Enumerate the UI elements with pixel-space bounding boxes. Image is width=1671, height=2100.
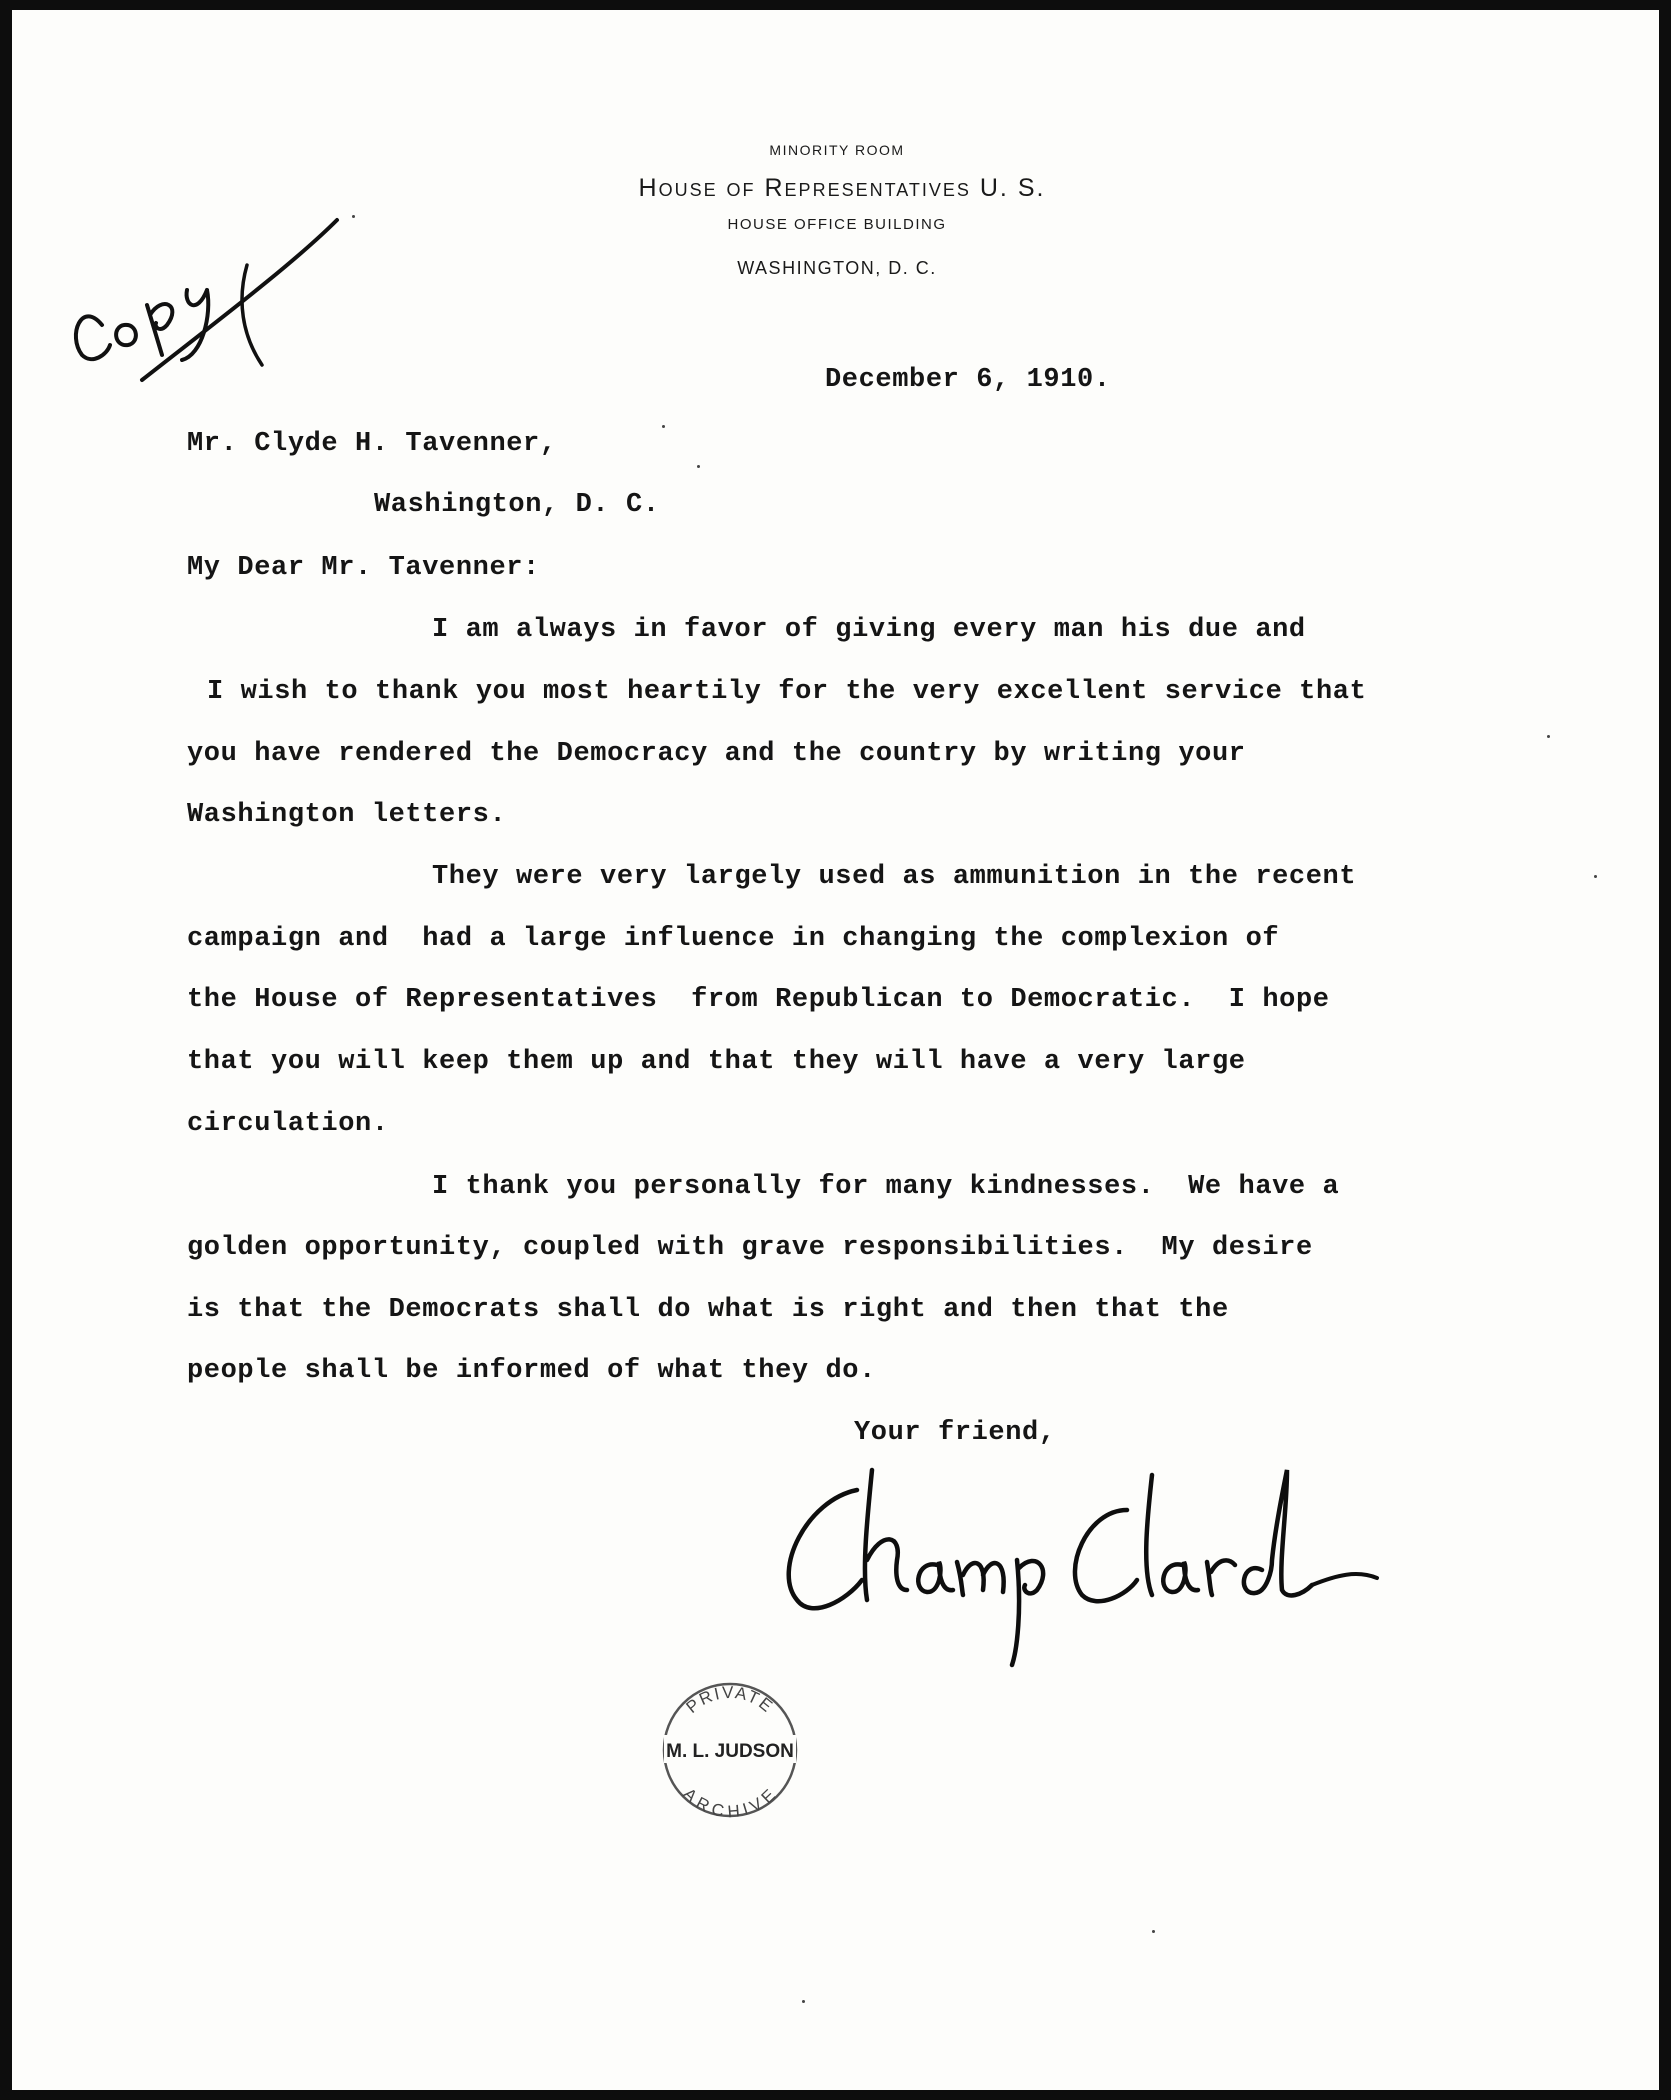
scan-speck (1152, 1930, 1155, 1933)
recipient-name: Mr. Clyde H. Tavenner, (187, 429, 557, 459)
scan-speck (662, 425, 665, 428)
letterhead-institution: House of Representatives U. S. (638, 174, 1046, 202)
closing: Your friend, (854, 1418, 1056, 1448)
body-line: campaign and had a large influence in changing the complexion of (187, 924, 1280, 954)
svg-text:ARCHIVE (680, 1784, 781, 1821)
letterhead-building: HOUSE OFFICE BUILDING (727, 216, 947, 233)
body-line: Washington letters. (187, 800, 507, 830)
handwritten-copy-mark (62, 205, 352, 395)
scan-speck (1594, 875, 1597, 878)
body-line: They were very largely used as ammunition in the recent (432, 862, 1357, 892)
recipient-address: Washington, D. C. (374, 490, 660, 520)
stamp-line-private: PRIVATE (682, 1682, 778, 1717)
salutation: My Dear Mr. Tavenner: (187, 553, 540, 583)
signature-champ-clark (767, 1450, 1417, 1680)
stamp-line-archive: ARCHIVE (679, 1784, 781, 1822)
stamp-line-name: M. L. JUDSON (666, 1741, 794, 1762)
body-line: golden opportunity, coupled with grave responsibilities. My desire (187, 1233, 1313, 1263)
scan-speck (1547, 735, 1550, 738)
archive-stamp (650, 1675, 810, 1825)
body-line: is that the Democrats shall do what is right and then that the (187, 1295, 1229, 1325)
letter-page (12, 10, 1659, 2090)
body-line: circulation. (187, 1109, 389, 1139)
letterhead-minority-room: MINORITY ROOM (769, 142, 905, 158)
letter-date: December 6, 1910. (825, 365, 1111, 395)
body-line: I wish to thank you most heartily for the very excellent service that (207, 677, 1367, 707)
body-line: I am always in favor of giving every man his due and (432, 615, 1306, 645)
body-line: people shall be informed of what they do. (187, 1356, 876, 1386)
scan-speck (697, 465, 700, 468)
scan-speck (352, 215, 355, 218)
body-line: I thank you personally for many kindnesses. We have a (432, 1172, 1340, 1202)
body-line: you have rendered the Democracy and the country by writing your (187, 739, 1246, 769)
scan-speck (802, 2000, 805, 2003)
svg-text:PRIVATE (683, 1683, 778, 1717)
body-line: that you will keep them up and that they will have a very large (187, 1047, 1246, 1077)
letterhead-city: WASHINGTON, D. C. (737, 258, 937, 278)
body-line: the House of Representatives from Republican to Democratic. I hope (187, 985, 1330, 1015)
